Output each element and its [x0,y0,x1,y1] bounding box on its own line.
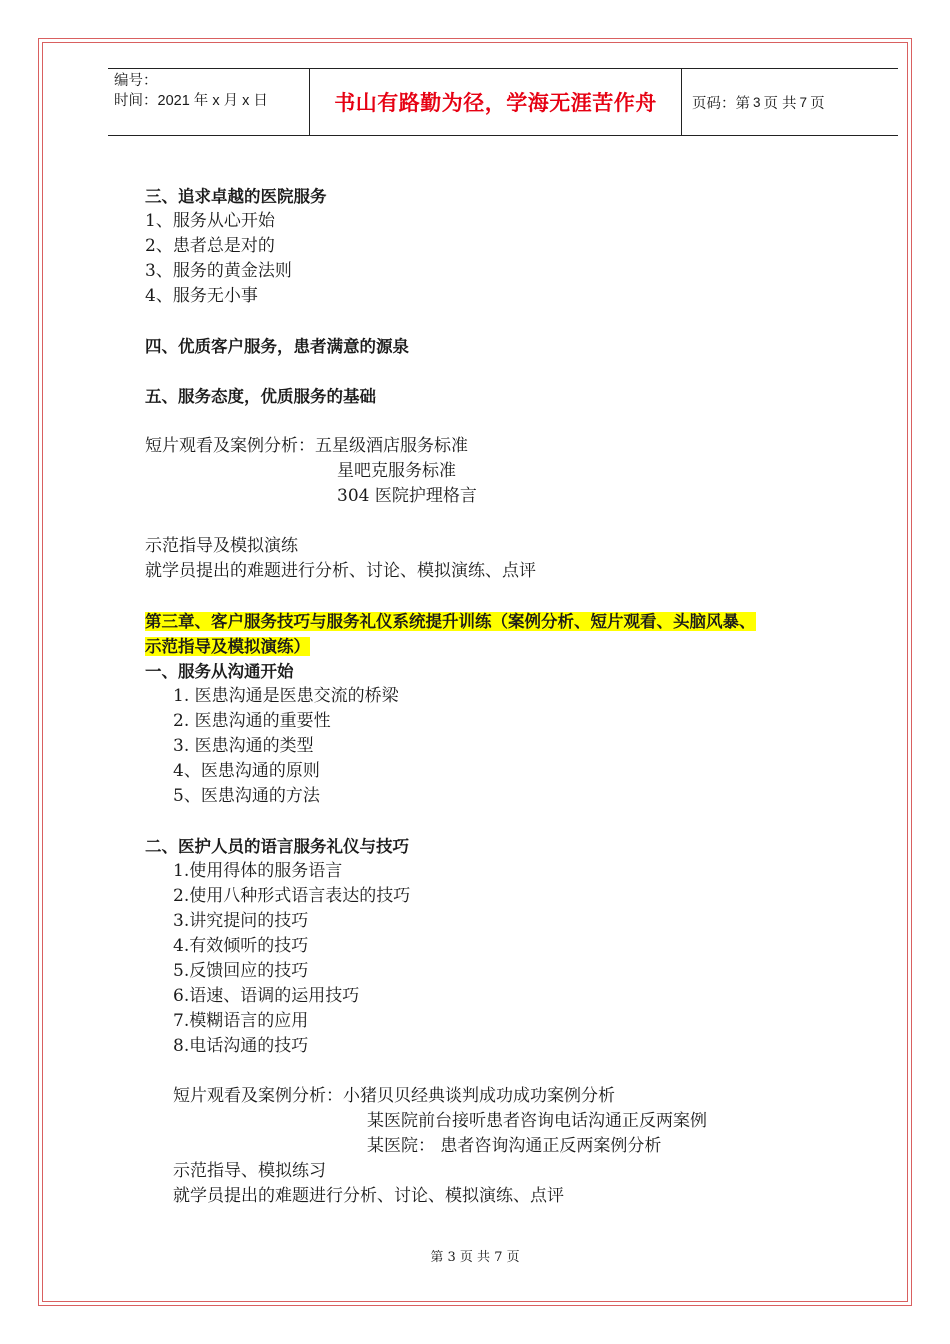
chapter-title-text: 第三章、客户服务技巧与服务礼仪系统提升训练（案例分析、短片观看、头脑风暴、 [145,612,756,631]
case-item: 五星级酒店服务标准 [315,436,468,456]
section-title: 三、追求卓越的医院服务 [145,187,327,206]
footer-page-number: 3 [447,1250,456,1265]
list-item: 5.反馈回应的技巧 [173,961,309,981]
page-footer [0,1246,950,1265]
list-item: 3、服务的黄金法则 [145,261,292,281]
section-title: 一、服务从沟通开始 [145,662,294,681]
case-item: 小猪贝贝经典谈判成功成功案例分析 [343,1086,615,1106]
case-item: 某医院前台接听患者咨询电话沟通正反两案例 [367,1111,707,1131]
demo-text: 就学员提出的难题进行分析、讨论、模拟演练、点评 [173,1186,564,1206]
footer-page-total: 7 [494,1250,503,1265]
case-label: 短片观看及案例分析： [173,1086,343,1106]
page-pre: 页码：第 [692,95,750,112]
chapter-title-line-2 [145,634,875,659]
list-item: 1.使用得体的服务语言 [173,861,343,881]
list-item: 3. 医患沟通的类型 [173,736,314,756]
section-title: 五、服务态度，优质服务的基础 [145,387,376,406]
list-item: 7.模糊语言的应用 [173,1011,309,1031]
list-item: 2.使用八种形式语言表达的技巧 [173,886,411,906]
case-item: 某医院： 患者咨询沟通正反两案例分析 [367,1136,662,1156]
page-header [108,68,898,136]
header-meta [108,69,310,135]
header-motto-cell [310,69,682,135]
case-item: 星吧克服务标准 [337,461,456,481]
case-analysis-line [145,434,875,459]
list-item: 2. 医患沟通的重要性 [173,711,331,731]
footer-pre: 第 [430,1250,444,1265]
case-analysis-line [145,1084,875,1109]
case-item: 304 医院护理格言 [337,486,477,506]
number-label: 编号： [114,73,158,89]
case-label: 短片观看及案例分析： [145,436,315,456]
demo-title: 示范指导、模拟练习 [173,1161,326,1181]
footer-mid: 页 共 [459,1250,491,1265]
list-item: 5、医患沟通的方法 [173,786,320,806]
section-title: 四、优质客户服务，患者满意的源泉 [145,337,409,356]
document-body [145,184,875,1209]
demo-text: 就学员提出的难题进行分析、讨论、模拟演练、点评 [145,561,536,581]
page-mid: 页 共 [763,95,797,112]
list-item: 4.有效倾听的技巧 [173,936,309,956]
section-title: 二、医护人员的语言服务礼仪与技巧 [145,837,409,856]
list-item: 4、服务无小事 [145,286,258,306]
page-number: 3 [753,94,761,110]
list-item: 8.电话沟通的技巧 [173,1036,309,1056]
date-line: 时间：2021 年 x 月 x 日 [114,93,268,109]
list-item: 1、服务从心开始 [145,211,275,231]
motto: 书山有路勤为径，学海无涯苦作舟 [334,92,657,115]
list-item: 1. 医患沟通是医患交流的桥梁 [173,686,399,706]
page-post: 页 [810,95,825,112]
list-item: 2、患者总是对的 [145,236,275,256]
chapter-title-text: 示范指导及模拟演练） [145,637,310,656]
demo-title: 示范指导及模拟演练 [145,536,298,556]
list-item: 6.语速、语调的运用技巧 [173,986,360,1006]
list-item: 3.讲究提问的技巧 [173,911,309,931]
page-total: 7 [799,94,808,110]
chapter-title-line-1 [145,609,875,634]
list-item: 4、医患沟通的原则 [173,761,320,781]
header-page-info [682,69,898,135]
footer-post: 页 [506,1250,520,1265]
